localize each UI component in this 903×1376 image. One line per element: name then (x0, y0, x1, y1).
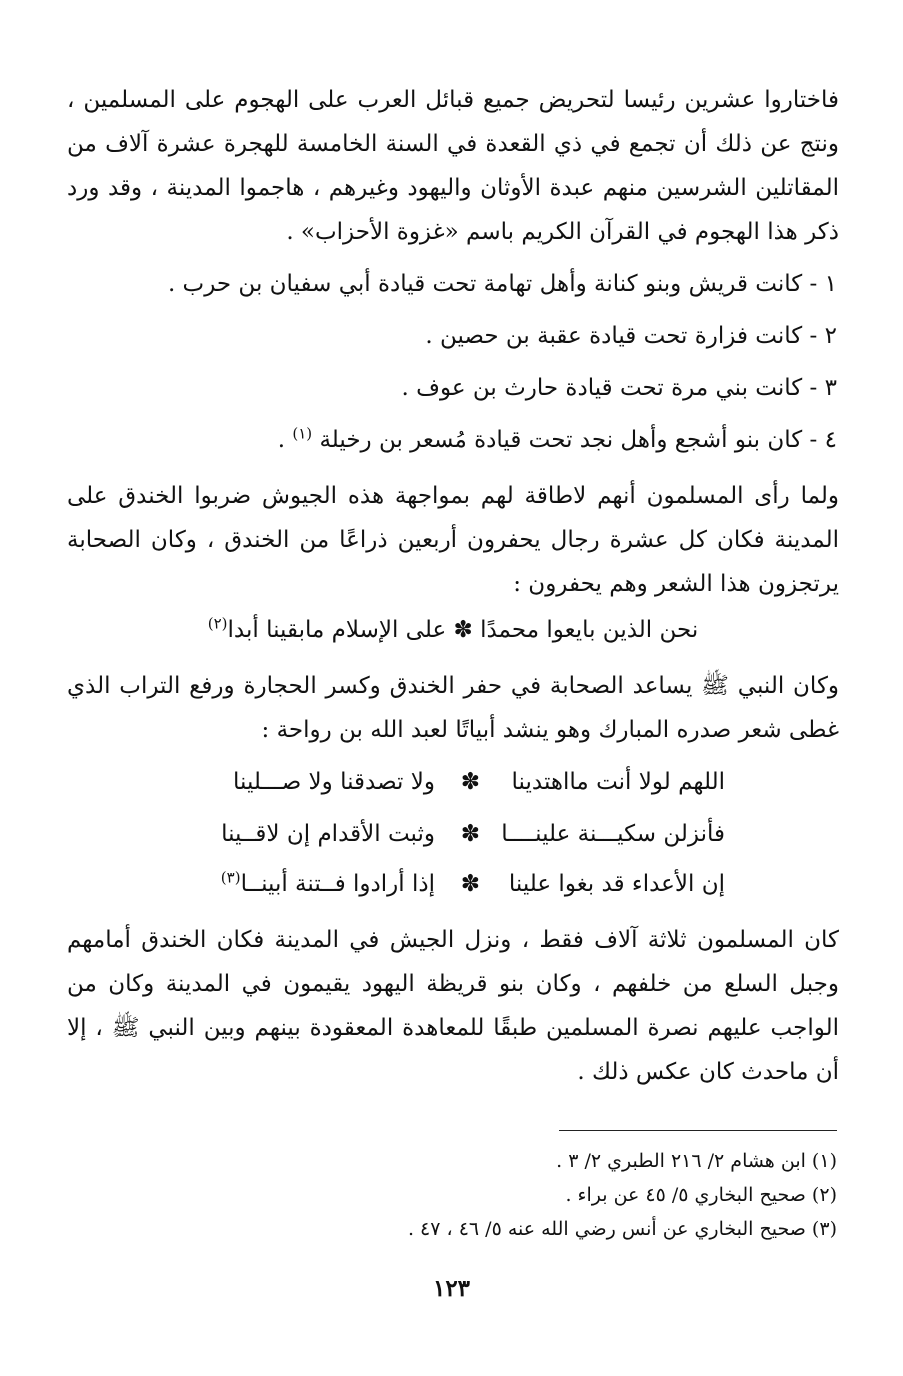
footnote-divider (559, 1130, 837, 1131)
verse-separator-star-icon: ✽ (460, 821, 480, 847)
footnote-ref-1: (١) (292, 424, 313, 443)
poem-line-2-second-half: وثبت الأقدام إن لاقــينا (221, 821, 435, 847)
poem-line-3-first-half: إن الأعداء قد بغوا علينا (508, 871, 725, 897)
list-item-1: ١ - كانت قريش وبنو كنانة وأهل تهامة تحت قيادة أبي سفيان بن حرب . (167, 271, 837, 297)
closing-paragraph: كان المسلمون ثلاثة آلاف فقط ، ونزل الجيش في المدينة فكان الخندق أمامهم وجبل السلع من خلفهم ، وكان بنو قريظة اليهود يقيمون في المدينة وكان من الواجب عليهم نصرة المسلمين طبقًا للمعاهدة المعقودة بينهم وبين النبي ﷺ ، إلا أن ماحدث كان عكس ذلك . (67, 927, 839, 1085)
footnote-1: (١) ابن هشام ٢/ ٢١٦ الطبري ٢/ ٣ . (556, 1150, 837, 1172)
intro-paragraph: فاختاروا عشرين رئيسا لتحريض جميع قبائل العرب على الهجوم على المسلمين ، ونتج عن ذلك أن تجمع في ذي القعدة في السنة الخامسة للهجرة عشرة آلاف من المقاتلين الشرسين منهم عبدة الأوثان واليهود وغيرهم ، هاجموا المدينة ، وقد ورد ذكر هذا الهجوم في القرآن الكريم باسم «غزوة الأحزاب» . (67, 87, 839, 245)
footnote-3: (٣) صحيح البخاري عن أنس رضي الله عنه ٥/ ٤٦ ، ٤٧ . (407, 1218, 837, 1240)
list-item-3: ٣ - كانت بني مرة تحت قيادة حارث بن عوف . (401, 375, 837, 401)
poem-line-1-first-half: اللهم لولا أنت مااهتدينا (511, 769, 725, 795)
poem-line-2-first-half: فأنزلن سكيـــنة علينــــا (501, 821, 725, 847)
verse-line-1 (123, 608, 783, 652)
prophet-paragraph: وكان النبي ﷺ يساعد الصحابة في حفر الخندق وكسر الحجارة ورفع التراب الذي غطى شعر صدره المبارك وهو ينشد أبياتًا لعبد الله بن رواحة : (67, 673, 839, 743)
list-item-4 (65, 418, 837, 462)
poem-line-3-second-half (221, 862, 435, 906)
list-item-2: ٢ - كانت فزارة تحت قيادة عقبة بن حصين . (425, 323, 837, 349)
verse-1-text: نحن الذين بايعوا محمدًا ✽ على الإسلام مابقينا أبدا (227, 617, 699, 643)
footnote-2: (٢) صحيح البخاري ٥/ ٤٥ عن براء . (565, 1184, 837, 1206)
trench-paragraph: ولما رأى المسلمون أنهم لاطاقة لهم بمواجهة هذه الجيوش ضربوا الخندق على المدينة فكان كل عشرة رجال يحفرون أربعين ذراعًا من الخندق ، وكان الصحابة يرتجزون هذا الشعر وهم يحفرون : (67, 483, 839, 597)
list-item-4-text: ٤ - كان بنو أشجع وأهل نجد تحت قيادة مُسعر بن رخيلة (319, 427, 837, 453)
page-number: ١٢٣ (432, 1275, 471, 1302)
footnote-ref-2: (٢) (207, 614, 228, 633)
verse-separator-star-icon: ✽ (460, 871, 480, 897)
footnote-ref-3: (٣) (220, 868, 241, 887)
poem-line-3-second-half-text: إذا أرادوا فــتنة أبينــا (240, 871, 435, 897)
list-item-4-end: . (277, 427, 286, 453)
verse-separator-star-icon: ✽ (460, 769, 480, 795)
poem-line-1-second-half: ولا تصدقنا ولا صـــلينا (233, 769, 435, 795)
